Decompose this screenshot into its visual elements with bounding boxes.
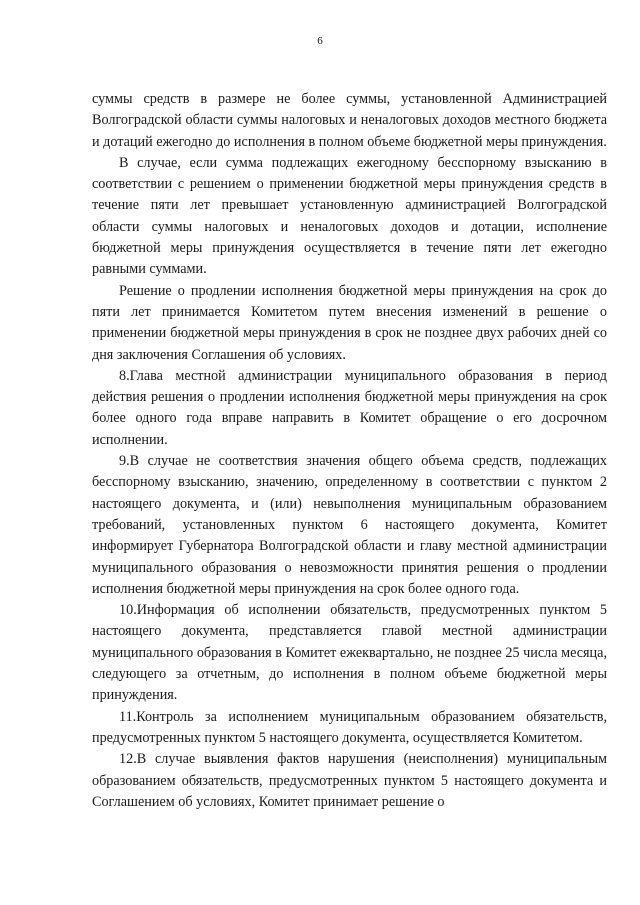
paragraph-item-11: 11.Контроль за исполнением муниципальным образованием обязательств, предусмотренных пунктом 5 настоящего документа, осуществляется Комитетом.	[92, 708, 607, 746]
paragraph-3: Решение о продлении исполнения бюджетной меры принуждения на срок до пяти лет принимается Комитетом путем внесения изменений в решение о применении бюджетной меры принуждения в срок не позднее двух рабочих дней со дня заключения Соглашения об условиях.	[92, 282, 607, 363]
paragraph-item-8: 8.Глава местной администрации муниципального образования в период действия решения о продлении исполнения бюджетной меры принуждения на срок более одного года вправе направить в Комитет обращение о его досрочном исполнении.	[92, 367, 607, 448]
paragraph-item-12: 12.В случае выявления фактов нарушения (неисполнения) муниципальным образованием обязательств, предусмотренных пунктом 5 настоящего документа и Соглашением об условиях, Комитет принимает решение о	[92, 751, 607, 810]
paragraph-2: В случае, если сумма подлежащих ежегодному бесспорному взысканию в соответствии с решением о применении бюджетной меры принуждения средств в течение пяти лет превышает установленную администрацией Волгоградской области суммы налоговых и неналоговых доходов и дотации, исполнение бюджетной меры принуждения осуществляется в течение пяти лет ежегодно равными суммами.	[92, 154, 607, 278]
paragraph-1: суммы средств в размере не более суммы, установленной Администрацией Волгоградской области суммы налоговых и неналоговых доходов местного бюджета и дотаций ежегодно до исполнения в полном объеме бюджетной меры принуждения.	[92, 91, 607, 150]
paragraph-item-10: 10.Информация об исполнении обязательств, предусмотренных пунктом 5 настоящего документа, представляется главой местной администрации муниципального образования в Комитет ежеквартально, не позднее 25 числа месяца, следующего за отчетным, до исполнения в полном объеме бюджетной меры принуждения.	[92, 602, 607, 704]
document-body	[92, 89, 607, 813]
paragraph-item-9: 9.В случае не соответствия значения общего объема средств, подлежащих бесспорному взысканию, значению, определенному в соответствии с пунктом 2 настоящего документа, и (или) невыполнения муниципальным образованием требований, установленных пунктом 6 настоящего документа, Комитет информирует Губернатора Волгоградской области и главу местной администрации муниципального образования о невозможности принятия решения о продлении исполнения бюджетной меры принуждения на срок более одного года.	[92, 453, 607, 597]
page-number: 6	[317, 35, 323, 47]
